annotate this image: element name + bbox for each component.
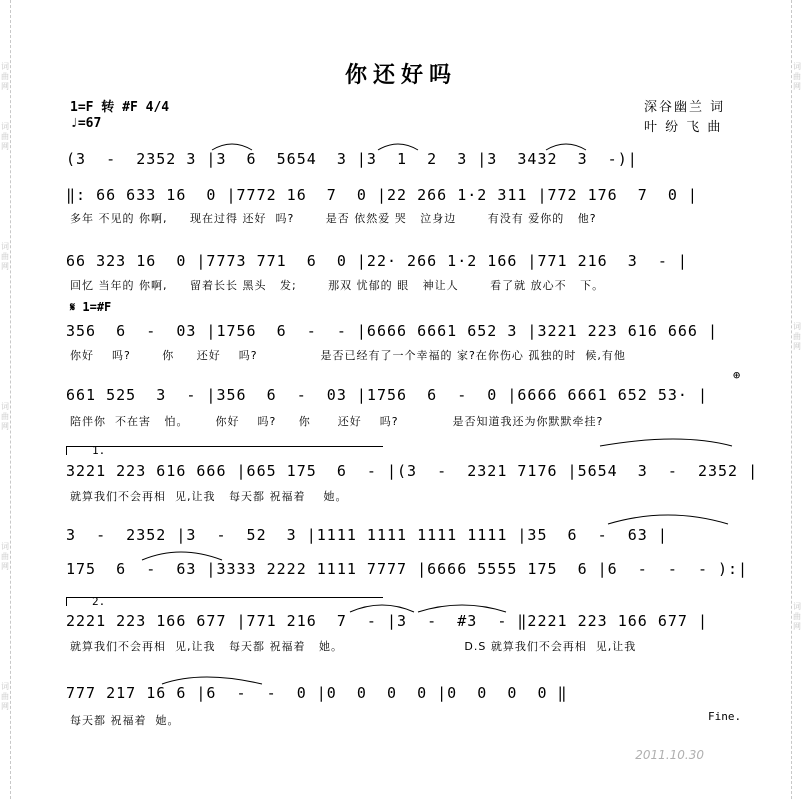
watermark-char: 曲 bbox=[793, 72, 801, 81]
slur-arc bbox=[350, 605, 414, 612]
watermark-char: 网 bbox=[1, 262, 9, 271]
lyric-line-10: 每天都 祝福着 她。 bbox=[70, 714, 180, 727]
tempo-marking: ♩=67 bbox=[70, 116, 102, 131]
score-row-9: 2221 223 166 677 |771 216 7 - |3 - #3 - ‖2221 223 166 677 | bbox=[66, 612, 708, 630]
watermark-char: 词 bbox=[793, 602, 801, 611]
lyric-line-4: 你好 吗? 你 还好 吗? 是否已经有了一个幸福的 家?在你伤心 孤独的时 候,有他 bbox=[70, 349, 626, 362]
score-row-7: 3 - 2352 |3 - 52 3 |1111 1111 1111 1111 |35 6 - 63 | bbox=[66, 526, 668, 544]
watermark-char: 网 bbox=[1, 562, 9, 571]
score-row-6: 3221 223 616 666 |665 175 6 - |(3 - 2321 7176 |5654 3 - 2352 | bbox=[66, 462, 759, 480]
lyric-line-9: 就算我们不会再相 见,让我 每天都 祝福着 她。 D.S 就算我们不会再相 见,让我 bbox=[70, 640, 637, 653]
watermark-char: 网 bbox=[1, 702, 9, 711]
watermark-char: 词 bbox=[1, 682, 9, 691]
slur-arc bbox=[600, 439, 732, 446]
lyric-line-6: 就算我们不会再相 见,让我 每天都 祝福着 她。 bbox=[70, 490, 348, 503]
watermark-char: 网 bbox=[793, 622, 801, 631]
coda-mark: ⊕ bbox=[733, 368, 741, 382]
composer-credit: 叶 纷 飞 曲 bbox=[644, 120, 723, 135]
watermark-char: 词 bbox=[793, 62, 801, 71]
watermark-char: 词 bbox=[1, 402, 9, 411]
score-row-10: 777 217 16 6 |6 - - 0 |0 0 0 0 |0 0 0 0 ‖ bbox=[66, 684, 568, 702]
watermark-char: 曲 bbox=[793, 332, 801, 341]
lyric-line-5: 陪伴你 不在害 怕。 你好 吗? 你 还好 吗? 是否知道我还为你默默牵挂? bbox=[70, 415, 604, 428]
score-row-2: ‖: 66 633 16 0 |7772 16 7 0 |22 266 1·2 311 |772 176 7 0 | bbox=[66, 186, 698, 204]
slur-arc bbox=[418, 605, 506, 612]
slur-arc bbox=[142, 552, 222, 560]
watermark-char: 网 bbox=[1, 142, 9, 151]
watermark-char: 词 bbox=[1, 542, 9, 551]
watermark-char: 曲 bbox=[1, 252, 9, 261]
score-row-3: 66 323 16 0 |7773 771 6 0 |22· 266 1·2 166 |771 216 3 - | bbox=[66, 252, 688, 270]
watermark-char: 曲 bbox=[1, 412, 9, 421]
watermark-char: 曲 bbox=[1, 132, 9, 141]
volta-1-label: 1. bbox=[92, 444, 106, 457]
slur-arc bbox=[378, 144, 418, 150]
watermark-char: 词 bbox=[1, 242, 9, 251]
watermark-char: 词 bbox=[793, 322, 801, 331]
score-row-4: 356 6 - 03 |1756 6 - - |6666 6661 652 3 |3221 223 616 666 | bbox=[66, 322, 718, 340]
watermark-char: 网 bbox=[1, 82, 9, 91]
score-row-8: 175 6 - 63 |3333 2222 1111 7777 |6666 5555 175 6 |6 - - - ):| bbox=[66, 560, 749, 578]
watermark-char: 曲 bbox=[793, 612, 801, 621]
slur-arc bbox=[546, 144, 586, 150]
score-row-5: 661 525 3 - |356 6 - 03 |1756 6 - 0 |6666 6661 652 53· | bbox=[66, 386, 708, 404]
key-signature: 1=F 转 #F 4/4 bbox=[70, 100, 170, 115]
lyricist-credit: 深谷幽兰 词 bbox=[644, 100, 726, 115]
song-title: 你还好吗 bbox=[344, 62, 457, 88]
date-stamp: 2011.10.30 bbox=[635, 748, 704, 762]
score-row-1: (3 - 2352 3 |3 6 5654 3 |3 1 2 3 |3 3432 3 -)| bbox=[66, 150, 638, 168]
watermark-char: 网 bbox=[793, 82, 801, 91]
watermark-char: 网 bbox=[1, 422, 9, 431]
segno-key-change: 𝄋 1=#F bbox=[70, 300, 112, 314]
watermark-char: 词 bbox=[1, 122, 9, 131]
slur-arc bbox=[212, 144, 252, 150]
lyric-line-2: 多年 不见的 你啊, 现在过得 还好 吗? 是否 依然爱 哭 泣身边 有没有 爱你的 他? bbox=[70, 212, 597, 225]
slur-arc bbox=[162, 677, 262, 684]
lyric-line-3: 回忆 当年的 你啊, 留着长长 黑头 发; 那双 忧郁的 眼 神让人 看了就 放心不 下。 bbox=[70, 279, 605, 292]
watermark-char: 网 bbox=[793, 342, 801, 351]
watermark-char: 曲 bbox=[1, 692, 9, 701]
volta-2-label: 2. bbox=[92, 595, 106, 608]
fine-marking: Fine. bbox=[708, 710, 742, 723]
slur-arc bbox=[608, 515, 728, 524]
watermark-char: 曲 bbox=[1, 552, 9, 561]
watermark-char: 词 bbox=[1, 62, 9, 71]
watermark-char: 曲 bbox=[1, 72, 9, 81]
